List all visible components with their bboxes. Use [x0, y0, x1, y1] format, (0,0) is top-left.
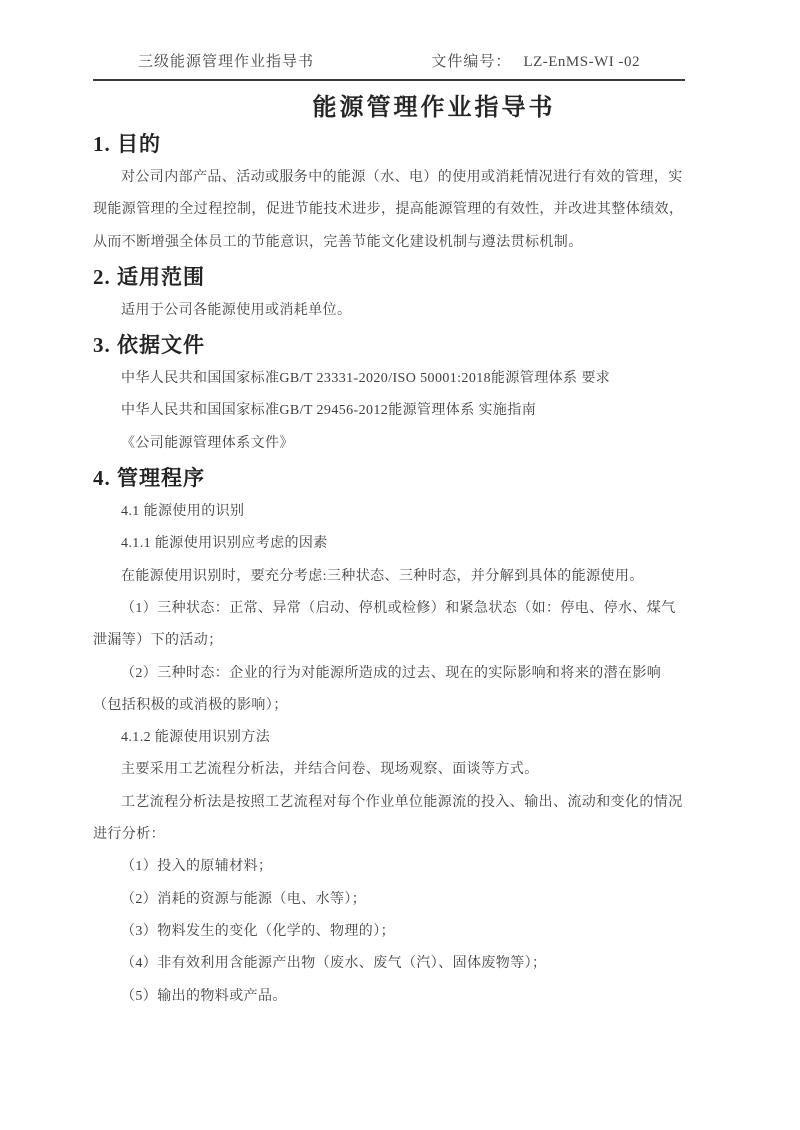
list-item-material-changes: （3）物料发生的变化（化学的、物理的）； [121, 923, 395, 939]
subsection-4-1-2-heading: 4.1.2 能源使用识别方法 [121, 730, 271, 746]
reference-document: 《公司能源管理体系文件》 [121, 435, 294, 451]
reference-standard-2: 中华人民共和国国家标准GB/T 29456-2012能源管理体系 实施指南 [121, 403, 537, 419]
section-3-heading: 3. 依据文件 [93, 333, 205, 358]
reference-standard-1: 中华人民共和国国家标准GB/T 23331-2020/ISO 50001:2018能源管理体系 要求 [121, 371, 611, 387]
list-item-waste-outputs: （4）非有效利用含能源产出物（废水、废气（汽）、固体废物等）； [121, 956, 547, 972]
list-item-consumed-resources: （2）消耗的资源与能源（电、水等）； [121, 891, 367, 907]
section-4-heading: 4. 管理程序 [93, 466, 205, 491]
list-item-three-states: （1）三种状态：正常、异常（启动、停机或检修）和紧急状态（如：停电、停水、煤气泄漏等）下的活动； [93, 600, 676, 649]
section-1-paragraph: 对公司内部产品、活动或服务中的能源（水、电）的使用或消耗情况进行有效的管理，实现能源管理的全过程控制，促进节能技术进步，提高能源管理的有效性，并改进其整体绩效，从而不断增强全体员工的节能意识，完善节能文化建设机制与遵法贯标机制。 [93, 170, 684, 250]
doc-number-group [431, 52, 640, 72]
section-2-paragraph: 适用于公司各能源使用或消耗单位。 [121, 302, 352, 318]
list-item-output-products: （5）输出的物料或产品。 [121, 988, 287, 1004]
document-title: 能源管理作业指导书 [312, 95, 556, 121]
paragraph-method-intro: 主要采用工艺流程分析法，并结合问卷、现场观察、面谈等方式。 [121, 762, 539, 778]
document-header [93, 52, 685, 81]
list-item-input-materials: （1）投入的原辅材料； [121, 859, 273, 875]
subsection-4-1-heading: 4.1 能源使用的识别 [121, 504, 245, 520]
doc-number-value: LZ-EnMS-WI -02 [523, 54, 640, 70]
paragraph-process-analysis: 工艺流程分析法是按照工艺流程对每个作业单位能源流的投入、输出、流动和变化的情况进行分析： [93, 794, 683, 843]
paragraph-identification-intro: 在能源使用识别时，要充分考虑:三种状态、三种时态，并分解到具体的能源使用。 [121, 568, 644, 584]
doc-number-label: 文件编号： [431, 54, 512, 70]
list-item-three-tenses: （2）三种时态：企业的行为对能源所造成的过去、现在的实际影响和将来的潜在影响 （包括积极的或消极的影响）； [93, 665, 662, 713]
subsection-4-1-1-heading: 4.1.1 能源使用识别应考虑的因素 [121, 536, 328, 552]
section-2-heading: 2. 适用范围 [93, 264, 205, 289]
doc-type-label: 三级能源管理作业指导书 [138, 54, 315, 70]
section-1-heading: 1. 目的 [93, 132, 161, 156]
